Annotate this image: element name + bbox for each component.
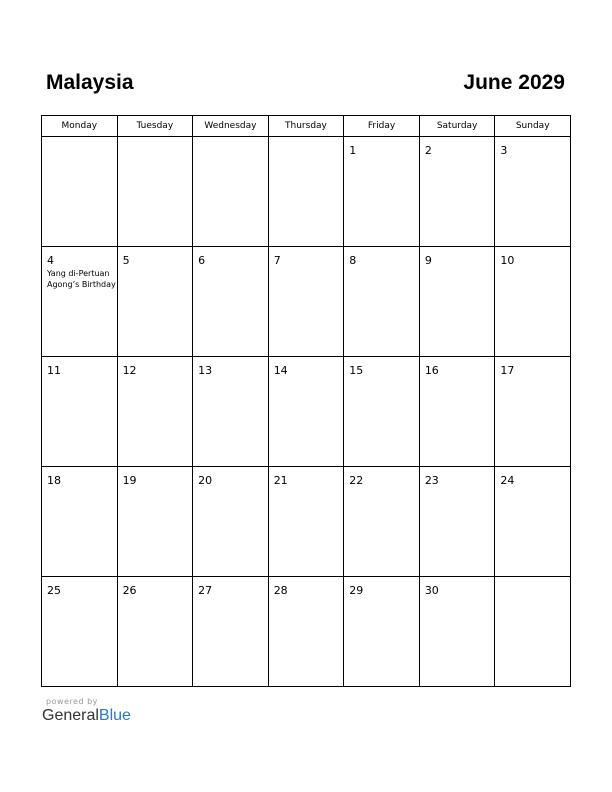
day-number: 5 — [122, 254, 130, 267]
day-cell — [344, 137, 420, 247]
day-number — [118, 137, 193, 145]
day-number: 4 — [47, 254, 54, 267]
day-number: 20 — [198, 474, 213, 487]
day-number: 3 — [500, 144, 508, 157]
footer-branding — [42, 697, 131, 725]
day-cell — [495, 577, 571, 687]
weekday-tuesday: Tuesday — [117, 116, 193, 137]
day-cell — [117, 357, 193, 467]
day-cell — [419, 577, 495, 687]
day-number: 13 — [198, 364, 213, 377]
day-number: 23 — [424, 474, 439, 487]
weekday-saturday: Saturday — [419, 116, 495, 137]
country-title: Malaysia — [46, 71, 134, 94]
day-cell — [193, 357, 269, 467]
day-number — [193, 137, 268, 145]
day-number: 6 — [198, 254, 206, 267]
day-number: 7 — [273, 254, 281, 267]
day-cell — [42, 577, 118, 687]
day-cell — [419, 357, 495, 467]
day-cell — [193, 577, 269, 687]
day-number: 17 — [500, 364, 515, 377]
day-cell — [344, 247, 420, 357]
week-row — [42, 577, 571, 687]
day-number — [495, 577, 570, 585]
day-number: 8 — [349, 254, 357, 267]
day-cell — [344, 577, 420, 687]
day-number: 15 — [349, 364, 364, 377]
day-cell — [268, 247, 344, 357]
day-number: 21 — [273, 474, 288, 487]
weekday-sunday: Sunday — [495, 116, 571, 137]
day-cell — [495, 357, 571, 467]
day-number: 10 — [500, 254, 515, 267]
day-number: 18 — [47, 474, 61, 487]
day-number — [269, 137, 344, 145]
day-cell — [117, 137, 193, 247]
day-cell — [419, 247, 495, 357]
day-cell — [419, 137, 495, 247]
weekday-monday: Monday — [42, 116, 118, 137]
powered-by-label: powered by — [46, 697, 98, 706]
day-cell — [344, 467, 420, 577]
week-row — [42, 467, 571, 577]
day-number: 27 — [198, 584, 213, 597]
day-cell — [495, 247, 571, 357]
day-cell — [419, 467, 495, 577]
day-cell — [268, 357, 344, 467]
day-cell — [193, 247, 269, 357]
day-number: 16 — [424, 364, 439, 377]
day-cell — [117, 577, 193, 687]
day-number: 14 — [273, 364, 288, 377]
day-cell — [193, 467, 269, 577]
day-cell — [42, 137, 118, 247]
week-row — [42, 247, 571, 357]
weekday-header-row — [42, 116, 571, 137]
day-cell — [268, 467, 344, 577]
day-cell — [495, 467, 571, 577]
day-number: 1 — [349, 144, 357, 157]
day-number: 11 — [47, 364, 61, 377]
brand-general: General — [42, 707, 99, 724]
day-number: 29 — [349, 584, 364, 597]
day-cell — [344, 357, 420, 467]
day-number — [42, 137, 117, 145]
day-number: 25 — [47, 584, 61, 597]
day-cell — [495, 137, 571, 247]
day-number: 12 — [122, 364, 137, 377]
day-cell — [268, 137, 344, 247]
brand-logo[interactable] — [42, 707, 131, 725]
day-number: 2 — [424, 144, 432, 157]
day-number: 19 — [122, 474, 137, 487]
day-cell — [117, 467, 193, 577]
holiday-label: Yang di-Pertuan Agong’s Birthday — [47, 269, 116, 289]
day-cell — [42, 357, 118, 467]
calendar-grid — [41, 115, 571, 687]
day-number: 28 — [273, 584, 288, 597]
weekday-wednesday: Wednesday — [193, 116, 269, 137]
brand-blue: Blue — [98, 707, 131, 724]
weekday-thursday: Thursday — [268, 116, 344, 137]
day-cell — [117, 247, 193, 357]
day-cell — [42, 247, 118, 357]
day-cell — [268, 577, 344, 687]
day-cell — [193, 137, 269, 247]
day-cell — [42, 467, 118, 577]
month-year-title: June 2029 — [463, 71, 565, 94]
week-row — [42, 357, 571, 467]
day-number: 26 — [122, 584, 137, 597]
day-number: 24 — [500, 474, 515, 487]
day-number: 30 — [424, 584, 439, 597]
day-number: 22 — [349, 474, 364, 487]
week-row — [42, 137, 571, 247]
day-number: 9 — [424, 254, 432, 267]
weekday-friday: Friday — [344, 116, 420, 137]
